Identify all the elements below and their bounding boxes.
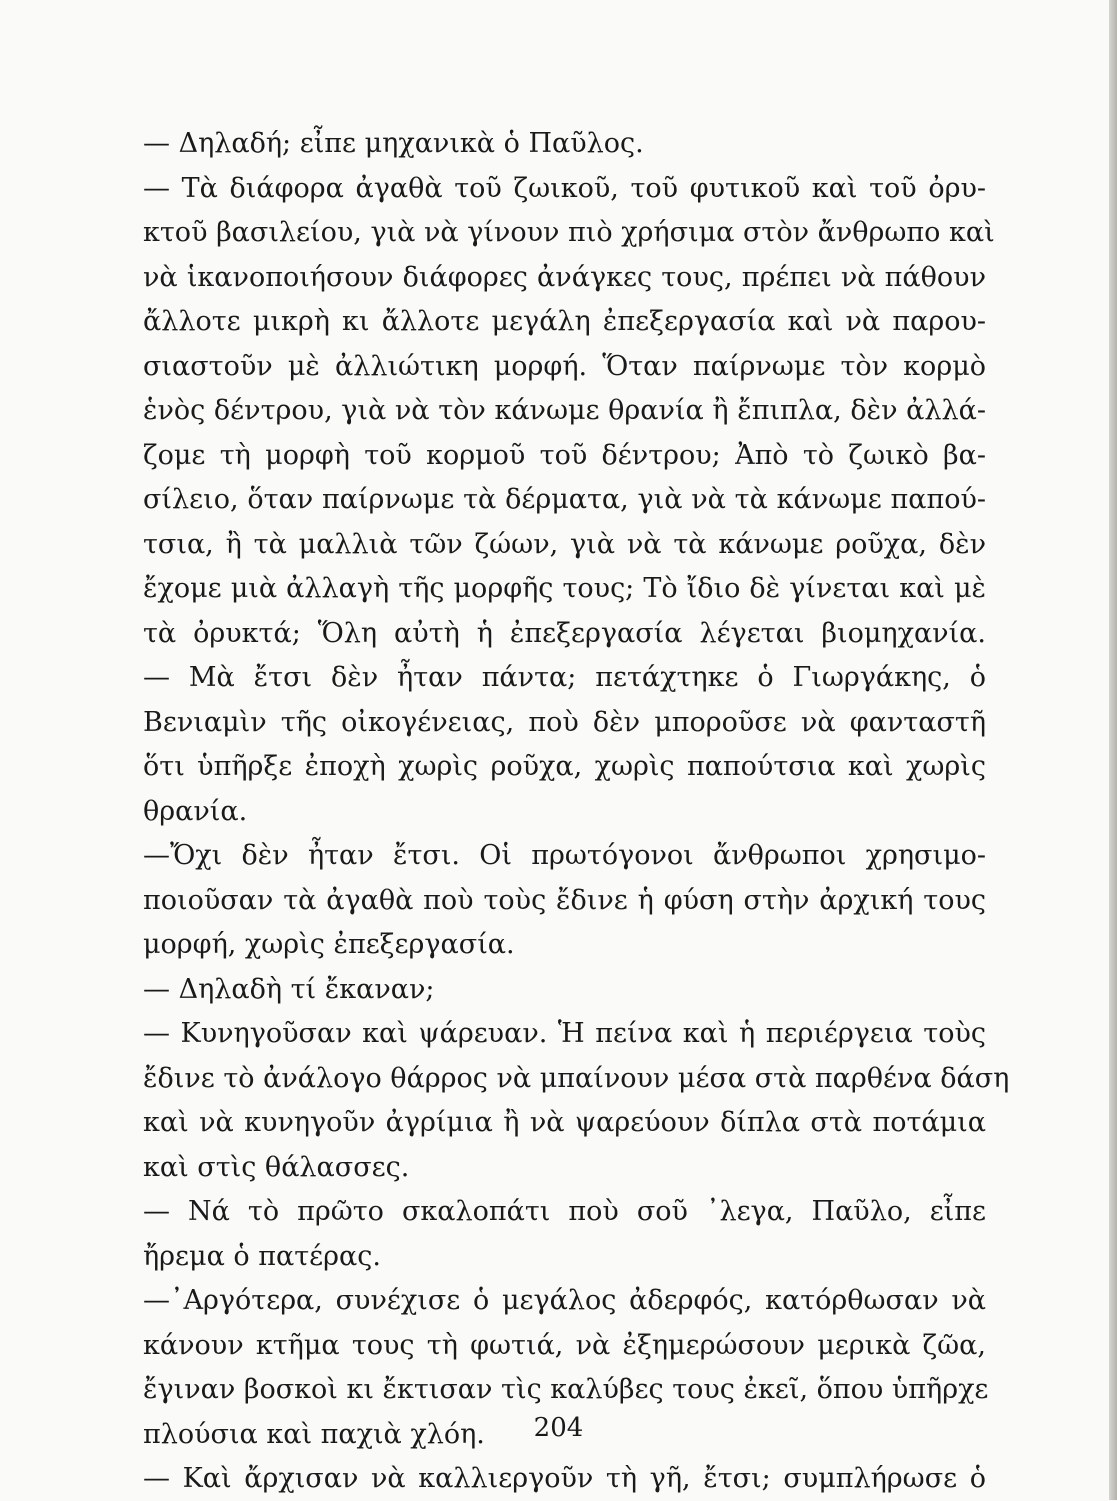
- text-line: καὶ νὰ κυνηγοῦν ἀγρίμια ἢ νὰ ψαρεύουν δίπλα στὰ ποτάμια: [143, 1107, 986, 1138]
- text-line: καὶ στὶς θάλασσες.: [143, 1151, 410, 1183]
- text-line: μορφή, χωρὶς ἐπεξεργασία.: [143, 929, 515, 960]
- text-line: — Καὶ ἄρχισαν νὰ καλλιεργοῦν τὴ γῆ, ἔτσι; συμπλήρωσε ὁ: [143, 1463, 986, 1494]
- page-edge-shadow: [1109, 0, 1117, 1500]
- text-line: τσια, ἢ τὰ μαλλιὰ τῶν ζώων, γιὰ νὰ τὰ κάνωμε ροῦχα, δὲν: [143, 528, 986, 560]
- text-line: ἔγιναν βοσκοὶ κι ἔκτισαν τὶς καλύβες τους ἐκεῖ, ὅπου ὑπῆρχε: [143, 1374, 989, 1405]
- text-line: — Τὰ διάφορα ἀγαθὰ τοῦ ζωικοῦ, τοῦ φυτικοῦ καὶ τοῦ ὀρυ-: [143, 172, 986, 204]
- text-line: — Δηλαδὴ τί ἔκαναν;: [143, 973, 435, 1005]
- text-line: κτοῦ βασιλείου, γιὰ νὰ γίνουν πιὸ χρήσιμα στὸν ἄνθρωπο καὶ: [143, 217, 995, 248]
- text-line: ἔχομε μιὰ ἀλλαγὴ τῆς μορφῆς τους; Τὸ ἴδιο δὲ γίνεται καὶ μὲ: [143, 573, 986, 604]
- text-line: ἔδινε τὸ ἀνάλογο θάρρος νὰ μπαίνουν μέσα στὰ παρθένα δάση: [143, 1062, 1010, 1094]
- text-line: πλούσια καὶ παχιὰ χλόη.: [143, 1418, 485, 1450]
- text-line: — Δηλαδή; εἶπε μηχανικὰ ὁ Παῦλος.: [143, 128, 644, 159]
- text-line: ἤρεμα ὁ πατέρας.: [143, 1240, 381, 1272]
- text-line: σιαστοῦν μὲ ἀλλιώτικη μορφή. Ὅταν παίρνωμε τὸν κορμὸ: [143, 350, 986, 382]
- text-line: ἑνὸς δέντρου, γιὰ νὰ τὸν κάνωμε θρανία ἢ ἔπιπλα, δὲν ἀλλά-: [143, 395, 986, 426]
- text-line: Βενιαμὶν τῆς οἰκογένειας, ποὺ δὲν μποροῦσε νὰ φανταστῆ: [143, 706, 986, 738]
- text-line: ζομε τὴ μορφὴ τοῦ κορμοῦ τοῦ δέντρου; Ἀπὸ τὸ ζωικὸ βα-: [143, 439, 986, 471]
- text-line: — Κυνηγοῦσαν καὶ ψάρευαν. Ἡ πείνα καὶ ἡ περιέργεια τοὺς: [143, 1018, 986, 1049]
- text-line: κάνουν κτῆμα τους τὴ φωτιά, νὰ ἐξημερώσουν μερικὰ ζῶα,: [143, 1329, 986, 1361]
- text-line: —᾽Αργότερα, συνέχισε ὁ μεγάλος ἀδερφός, κατόρθωσαν νὰ: [143, 1285, 986, 1316]
- text-line: — Μὰ ἔτσι δὲν ἦταν πάντα; πετάχτηκε ὁ Γιωργάκης, ὁ: [143, 662, 986, 693]
- text-line: νὰ ἱκανοποιήσουν διάφορες ἀνάγκες τους, πρέπει νὰ πάθουν: [143, 261, 986, 293]
- text-line: ἄλλοτε μικρὴ κι ἄλλοτε μεγάλη ἐπεξεργασία καὶ νὰ παρου-: [143, 306, 986, 337]
- text-line: τὰ ὀρυκτά; Ὅλη αὐτὴ ἡ ἐπεξεργασία λέγεται βιομηχανία.: [143, 617, 986, 649]
- text-line: ποιοῦσαν τὰ ἀγαθὰ ποὺ τοὺς ἔδινε ἡ φύση στὴν ἀρχική τους: [143, 884, 986, 916]
- text-line: — Νά τὸ πρῶτο σκαλοπάτι ποὺ σοῦ ᾽λεγα, Παῦλο, εἶπε: [143, 1196, 986, 1227]
- text-line: θρανία.: [143, 795, 248, 827]
- text-line: σίλειο, ὅταν παίρνωμε τὰ δέρματα, γιὰ νὰ τὰ κάνωμε παπού-: [143, 484, 986, 515]
- text-line: —Ὄχι δὲν ἦταν ἔτσι. Οἱ πρωτόγονοι ἄνθρωποι χρησιμο-: [143, 840, 986, 871]
- text-line: ὅτι ὑπῆρξε ἐποχὴ χωρὶς ροῦχα, χωρὶς παπούτσια καὶ χωρὶς: [143, 751, 986, 782]
- page-number: 204: [533, 1413, 584, 1443]
